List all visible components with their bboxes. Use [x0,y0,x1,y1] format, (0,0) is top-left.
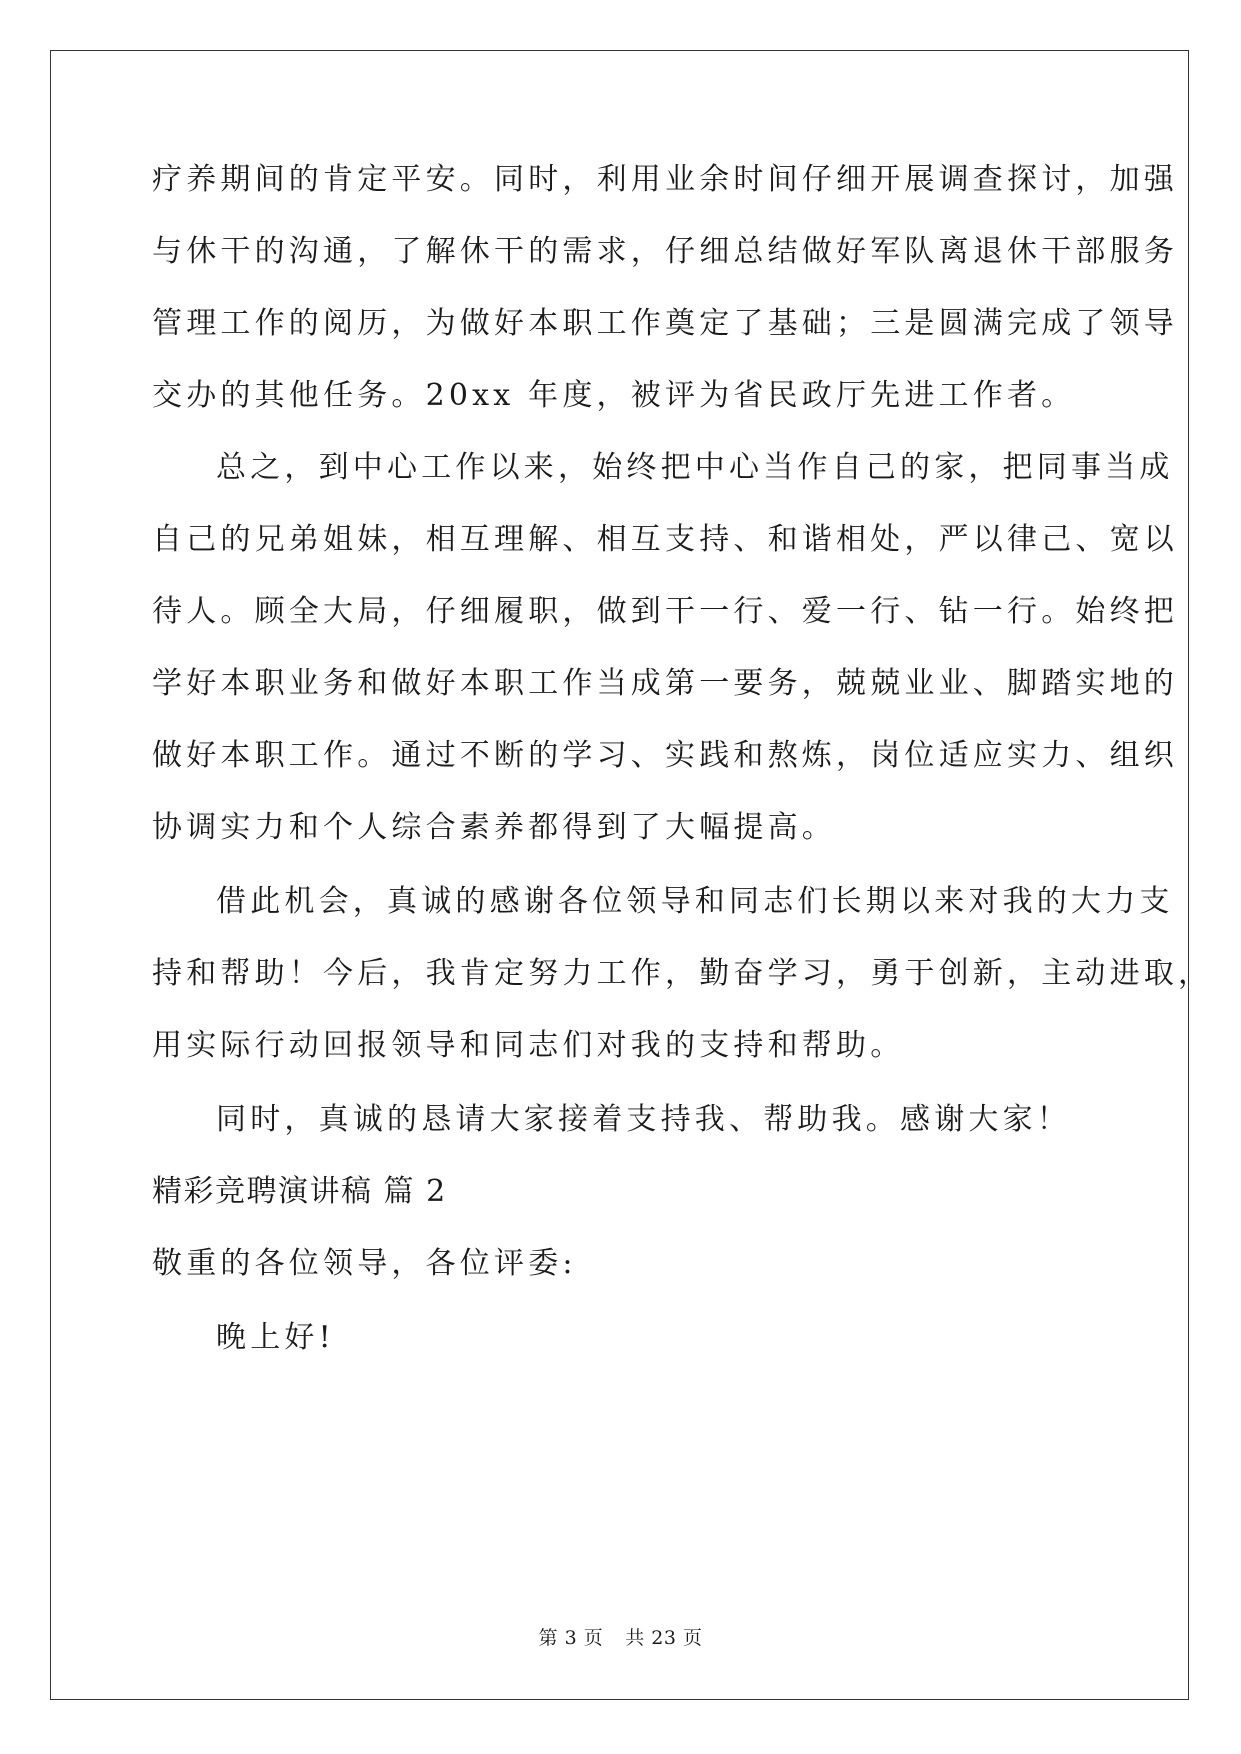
page-footer [0,1626,1241,1650]
paragraph-start-line: 同时，真诚的恳请大家接着支持我、帮助我。感谢大家！ [216,1102,1071,1137]
section-heading: 精彩竞聘演讲稿 篇 2 [152,1174,447,1209]
body-line: 自己的兄弟姐妹，相互理解、相互支持、和谐相处，严以律己、宽以 [152,522,1178,557]
body-line: 待人。顾全大局，仔细履职，做到干一行、爱一行、钻一行。始终把 [152,594,1178,629]
body-line: 做好本职工作。通过不断的学习、实践和熬炼，岗位适应实力、组织 [152,738,1178,773]
greeting-line: 晚上好! [216,1320,335,1355]
body-line: 管理工作的阅历，为做好本职工作奠定了基础；三是圆满完成了领导 [152,306,1178,341]
body-line: 疗养期间的肯定平安。同时，利用业余时间仔细开展调查探讨，加强 [152,162,1178,197]
page-number: 第 3 页 [538,1627,604,1649]
body-line: 交办的其他任务。20xx 年度，被评为省民政厅先进工作者。 [152,378,1076,413]
body-line: 持和帮助！今后，我肯定努力工作，勤奋学习，勇于创新，主动进取， [152,956,1213,991]
body-line: 用实际行动回报领导和同志们对我的支持和帮助。 [152,1028,905,1063]
body-line: 协调实力和个人综合素养都得到了大幅提高。 [152,810,836,845]
page-frame [50,50,1189,1700]
body-line: 与休干的沟通，了解休干的需求，仔细总结做好军队离退休干部服务 [152,234,1178,269]
body-line: 学好本职业务和做好本职工作当成第一要务，兢兢业业、脚踏实地的 [152,666,1178,701]
page-total: 共 23 页 [625,1627,703,1649]
salutation-line: 敬重的各位领导，各位评委: [152,1246,577,1281]
paragraph-start-line: 借此机会，真诚的感谢各位领导和同志们长期以来对我的大力支 [216,884,1174,919]
paragraph-start-line: 总之，到中心工作以来，始终把中心当作自己的家，把同事当成 [216,450,1174,485]
